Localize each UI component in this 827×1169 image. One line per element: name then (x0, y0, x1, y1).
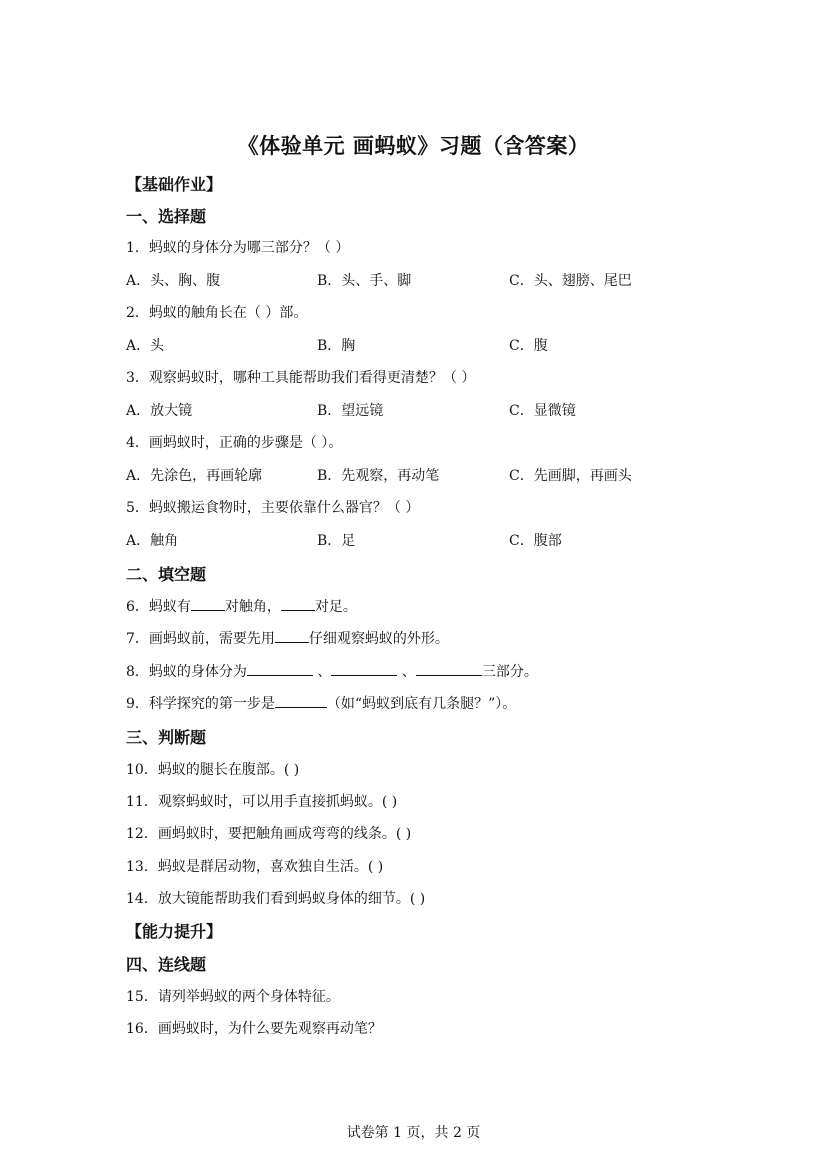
q5-option-b: B．足 (317, 533, 356, 549)
q1-option-c: C．头、翅膀、尾巴 (509, 273, 632, 289)
question-4: 4．画蚂蚁时，正确的步骤是（ ）。 (126, 435, 343, 451)
part-basic-homework: 【基础作业】 (126, 175, 223, 194)
question-7 (126, 628, 449, 648)
q3-option-a: A．放大镜 (126, 403, 193, 419)
q1-option-b: B．头、手、脚 (317, 273, 412, 289)
document-title: 《体验单元 画蚂蚁》习题（含答案） (237, 133, 590, 158)
q2-option-b: B．胸 (317, 338, 356, 354)
q7-text-2: 仔细观察蚂蚁的外形。 (308, 631, 449, 647)
q8-text-1: 8．蚂蚁的身体分为 (126, 664, 247, 680)
question-2: 2．蚂蚁的触角长在（ ）部。 (126, 305, 308, 321)
q7-text-1: 7．画蚂蚁前，需要先用 (126, 631, 275, 647)
question-1: 1．蚂蚁的身体分为哪三部分？（ ） (126, 240, 350, 256)
q8-blank-2[interactable] (331, 661, 397, 676)
q9-text-1: 9．科学探究的第一步是 (126, 696, 275, 712)
question-10 (126, 759, 299, 779)
section-matching: 四、连线题 (126, 955, 207, 974)
question-16: 16．画蚂蚁时，为什么要先观察再动笔？ (126, 1021, 382, 1037)
q4-option-c: C．先画脚，再画头 (509, 468, 632, 484)
q8-text-2: 、 (312, 664, 332, 680)
part-ability-improvement: 【能力提升】 (126, 922, 223, 941)
q8-text-3: 、 (397, 664, 416, 680)
section-fill-in-blank: 二、填空题 (126, 565, 207, 584)
section-multiple-choice: 一、选择题 (126, 207, 207, 226)
question-5: 5．蚂蚁搬运食物时，主要依靠什么器官？（ ） (126, 500, 420, 516)
q5-option-a: A．触角 (126, 533, 179, 549)
q6-blank-2[interactable] (281, 596, 315, 611)
q13-answer-parens[interactable]: ( ) (367, 859, 384, 875)
q6-text-3: 对足。 (314, 599, 357, 615)
q1-option-a: A．头、胸、腹 (126, 273, 221, 289)
q6-text-2: 对触角， (224, 599, 281, 615)
question-11 (126, 791, 397, 811)
q11-stem: 11．观察蚂蚁时，可以用手直接抓蚂蚁。 (126, 794, 382, 810)
q4-option-a: A．先涂色，再画轮廓 (126, 468, 263, 484)
page-footer: 试卷第 1 页，共 2 页 (346, 1125, 481, 1141)
question-9 (126, 693, 516, 713)
question-14 (126, 888, 425, 908)
q14-stem: 14．放大镜能帮助我们看到蚂蚁身体的细节。 (126, 891, 410, 907)
q5-option-c: C．腹部 (509, 533, 562, 549)
question-6 (126, 596, 357, 616)
q6-blank-1[interactable] (191, 596, 225, 611)
q12-answer-parens[interactable]: ( ) (395, 826, 412, 842)
q9-text-2: （如“蚂蚁到底有几条腿？”）。 (326, 696, 517, 712)
q12-stem: 12．画蚂蚁时，要把触角画成弯弯的线条。 (126, 826, 396, 842)
q8-blank-3[interactable] (416, 661, 482, 676)
q4-option-b: B．先观察，再动笔 (317, 468, 440, 484)
question-3: 3．观察蚂蚁时，哪种工具能帮助我们看得更清楚？（ ） (126, 370, 476, 386)
question-8 (126, 661, 538, 681)
question-12 (126, 823, 411, 843)
section-true-false: 三、判断题 (126, 728, 207, 747)
q10-answer-parens[interactable]: ( ) (283, 762, 300, 778)
question-15: 15．请列举蚂蚁的两个身体特征。 (126, 989, 340, 1005)
q14-answer-parens[interactable]: ( ) (409, 891, 426, 907)
q8-blank-1[interactable] (247, 661, 313, 676)
q2-option-c: C．腹 (509, 338, 548, 354)
q9-blank-1[interactable] (275, 693, 327, 708)
q10-stem: 10．蚂蚁的腿长在腹部。 (126, 762, 284, 778)
q7-blank-1[interactable] (275, 628, 309, 643)
q6-text-1: 6．蚂蚁有 (126, 599, 191, 615)
q2-option-a: A．头 (126, 338, 165, 354)
q8-text-4: 三部分。 (481, 664, 538, 680)
q13-stem: 13．蚂蚁是群居动物，喜欢独自生活。 (126, 859, 368, 875)
q3-option-b: B．望远镜 (317, 403, 384, 419)
question-13 (126, 856, 383, 876)
q3-option-c: C．显微镜 (509, 403, 576, 419)
q11-answer-parens[interactable]: ( ) (381, 794, 398, 810)
